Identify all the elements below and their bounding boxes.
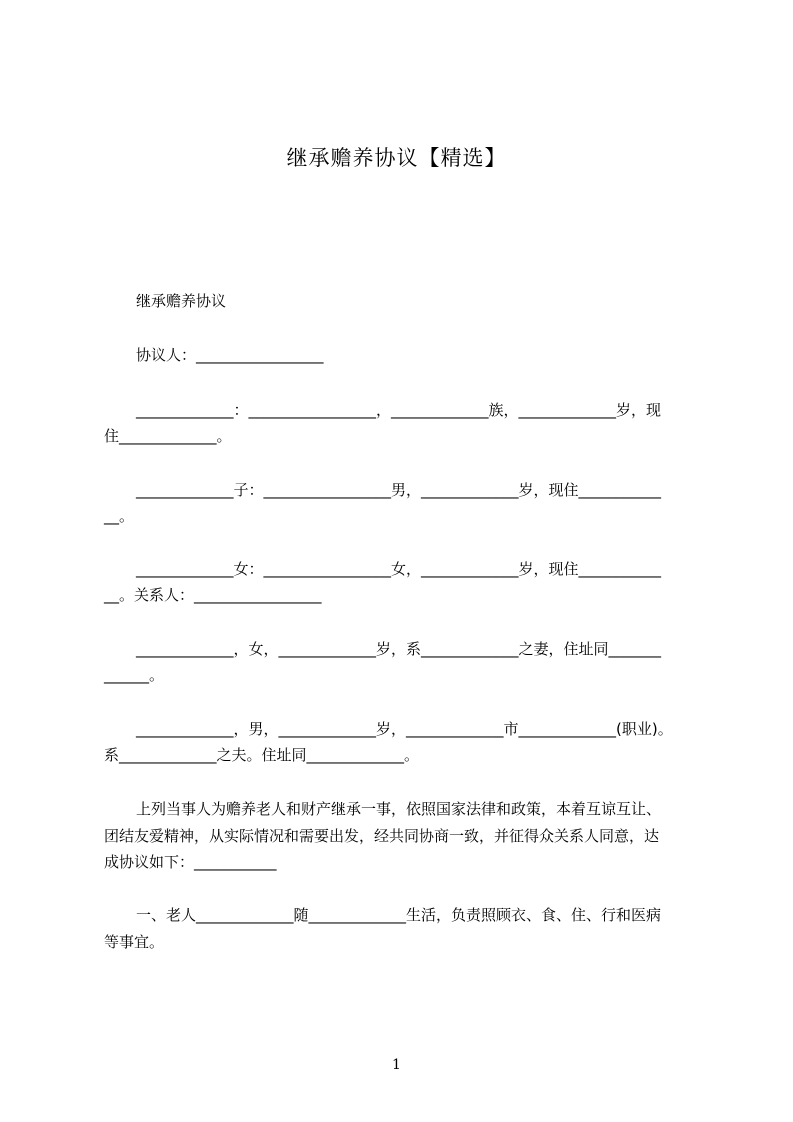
document-title: 继承赡养协议【精选】: [286, 146, 507, 170]
paragraph-line: __。: [104, 507, 135, 525]
page-number: 1: [392, 1057, 401, 1073]
paragraph-line: ______。: [104, 666, 165, 684]
paragraph-line: _____________子：_________________男，_____________岁，现住___________: [136, 481, 662, 499]
paragraph-line: _____________，男，_____________岁，_____________市_____________(职业)。: [136, 720, 673, 738]
paragraph-line: _____________女：_________________女，_____________岁，现住___________: [136, 560, 662, 578]
paragraph-line: 系_____________之夫。住址同_____________。: [104, 746, 420, 764]
paragraph-line: 住_____________。: [104, 427, 232, 445]
paragraph-line: _____________：_________________，_____________族，_____________岁，现: [136, 401, 662, 419]
paragraph-line: 团结友爱精神，从实际情况和需要出发，经共同协商一致，并征得众关系人同意，达: [104, 827, 660, 845]
paragraph-line: __。关系人：_________________: [104, 586, 322, 604]
paragraph-line: _____________，女，_____________岁，系_____________之妻，住址同_______: [136, 640, 662, 658]
paragraph-line: 一、老人_____________随_____________生活，负责照顾衣、食、住、行和医病: [136, 906, 662, 924]
paragraph-line: 成协议如下：___________: [104, 853, 277, 871]
document-subtitle: 继承赡养协议: [136, 292, 227, 310]
paragraph-line: 上列当事人为赡养老人和财产继承一事，依照国家法律和政策，本着互谅互让、: [136, 800, 662, 818]
party-label: 协议人：_________________: [136, 346, 324, 364]
paragraph-line: 等事宜。: [104, 933, 165, 951]
